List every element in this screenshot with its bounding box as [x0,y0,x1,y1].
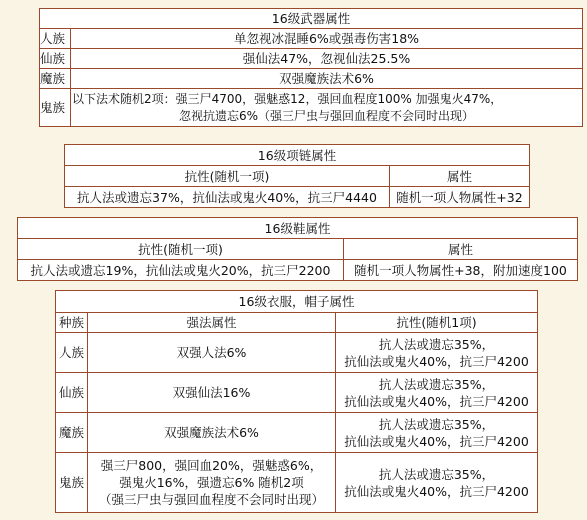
armor-resist-line1: 抗人法或遗忘35%， [378,376,495,392]
armor-resist-line2: 抗仙法或鬼火40%，抗三尸4200 [344,433,529,449]
armor-race-ghost: 鬼族 [56,453,88,513]
weapon-table [39,8,583,127]
armor-resist-demon [336,413,538,453]
armor-col-race: 种族 [56,313,88,333]
armor-race-human: 人族 [56,333,88,373]
weapon-value-human: 单忽视冰混睡6%或强毒伤害18% [71,29,583,49]
shoes-title: 16级鞋属性 [18,218,578,239]
armor-resist-line1: 抗人法或遗忘35%， [378,466,495,482]
armor-attr-ghost [88,453,336,513]
weapon-race-immortal: 仙族 [40,49,71,69]
armor-attr-demon: 双强魔族法术6% [88,413,336,453]
weapon-ghost-line2: 忽视抗遗忘6%（强三尸虫与强回血程度不会同时出现） [178,108,475,123]
armor-ghost-attr-line2: 强鬼火16%，强遗忘6% 随机2项 [119,475,304,490]
armor-attr-human: 双强人法6% [88,333,336,373]
armor-resist-human [336,333,538,373]
armor-table [55,290,538,513]
armor-resist-line1: 抗人法或遗忘35%， [378,416,495,432]
weapon-race-human: 人族 [40,29,71,49]
weapon-title: 16级武器属性 [40,9,583,29]
armor-title: 16级衣服，帽子属性 [56,291,538,313]
armor-resist-immortal [336,373,538,413]
armor-resist-line2: 抗仙法或鬼火40%，抗三尸4200 [344,393,529,409]
armor-resist-ghost [336,453,538,513]
necklace-resist-value: 抗人法或遗忘37%，抗仙法或鬼火40%，抗三尸4440 [65,187,390,208]
shoes-table [17,217,578,281]
necklace-attr-value: 随机一项人物属性+32 [390,187,530,208]
armor-ghost-attr-line1: 强三尸800，强回血20%，强魅惑6%， [100,458,323,473]
weapon-value-ghost [71,89,583,127]
shoes-col-resist: 抗性(随机一项) [18,239,344,260]
armor-col-attr: 强法属性 [88,313,336,333]
weapon-ghost-line1: 以下法术随机2项：强三尸4700，强魅惑12，强回血程度100% 加强鬼火47%， [72,91,503,106]
necklace-col-attr: 属性 [390,166,530,187]
armor-resist-line2: 抗仙法或鬼火40%，抗三尸4200 [344,483,529,499]
armor-ghost-attr-line3: （强三尸虫与强回血程度不会同时出现） [98,492,324,507]
necklace-title: 16级项链属性 [65,145,530,166]
armor-col-resist: 抗性(随机1项) [336,313,538,333]
necklace-table [64,144,530,208]
armor-race-demon: 魔族 [56,413,88,453]
armor-attr-immortal: 双强仙法16% [88,373,336,413]
weapon-value-immortal: 强仙法47%，忽视仙法25.5% [71,49,583,69]
necklace-col-resist: 抗性(随机一项) [65,166,390,187]
armor-resist-line1: 抗人法或遗忘35%， [378,336,495,352]
weapon-value-demon: 双强魔族法术6% [71,69,583,89]
shoes-resist-value: 抗人法或遗忘19%，抗仙法或鬼火20%，抗三尸2200 [18,260,344,281]
armor-resist-line2: 抗仙法或鬼火40%，抗三尸4200 [344,353,529,369]
shoes-col-attr: 属性 [344,239,578,260]
weapon-race-demon: 魔族 [40,69,71,89]
weapon-race-ghost: 鬼族 [40,89,71,127]
armor-race-immortal: 仙族 [56,373,88,413]
shoes-attr-value: 随机一项人物属性+38，附加速度100 [344,260,578,281]
